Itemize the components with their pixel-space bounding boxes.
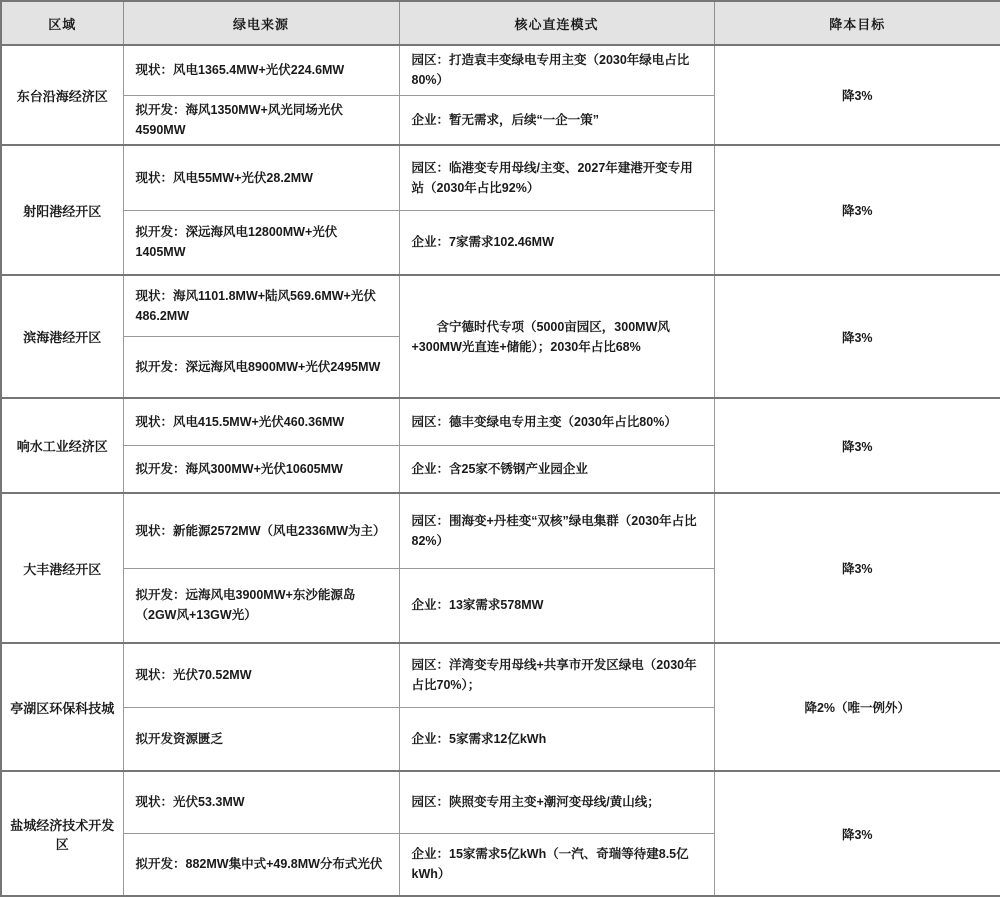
table-row <box>1 145 1000 210</box>
planned-cell: 拟开发：深远海风电8900MW+光伏2495MW <box>123 336 399 398</box>
region-cell: 东台沿海经济区 <box>1 45 123 145</box>
status-cell: 现状：风电55MW+光伏28.2MW <box>123 145 399 210</box>
planned-cell: 拟开发资源匮乏 <box>123 707 399 771</box>
status-cell: 现状：光伏70.52MW <box>123 643 399 707</box>
region-cell: 盐城经济技术开发区 <box>1 771 123 896</box>
header-cell-target: 降本目标 <box>714 1 1000 45</box>
target-cell: 降3% <box>714 145 1000 275</box>
park-cell: 园区：临港变专用母线/主变、2027年建港开变专用站（2030年占比92%） <box>399 145 714 210</box>
table-row <box>1 493 1000 568</box>
header-cell-mode: 核心直连模式 <box>399 1 714 45</box>
table-row <box>1 643 1000 707</box>
region-cell: 滨海港经开区 <box>1 275 123 398</box>
header-cell-source: 绿电来源 <box>123 1 399 45</box>
target-cell: 降3% <box>714 398 1000 493</box>
status-cell: 现状：风电1365.4MW+光伏224.6MW <box>123 45 399 95</box>
target-cell: 降3% <box>714 275 1000 398</box>
status-cell: 现状：新能源2572MW（风电2336MW为主） <box>123 493 399 568</box>
merged-mode-cell: 含宁德时代专项（5000亩园区，300MW风+300MW光直连+储能）；2030年占比68% <box>399 275 714 398</box>
planned-cell: 拟开发：深远海风电12800MW+光伏1405MW <box>123 210 399 275</box>
status-cell: 现状：光伏53.3MW <box>123 771 399 833</box>
region-cell: 亭湖区环保科技城 <box>1 643 123 771</box>
target-cell: 降3% <box>714 45 1000 145</box>
status-cell: 现状：风电415.5MW+光伏460.36MW <box>123 398 399 445</box>
region-cell: 大丰港经开区 <box>1 493 123 643</box>
park-cell: 园区：围海变+丹桂变“双核”绿电集群（2030年占比82%） <box>399 493 714 568</box>
target-cell: 降2%（唯一例外） <box>714 643 1000 771</box>
target-cell: 降3% <box>714 493 1000 643</box>
planned-cell: 拟开发：882MW集中式+49.8MW分布式光伏 <box>123 833 399 896</box>
enterprise-cell: 企业：5家需求12亿kWh <box>399 707 714 771</box>
table-row <box>1 771 1000 833</box>
table-row <box>1 275 1000 336</box>
table-row <box>1 398 1000 445</box>
table-header-row <box>1 1 1000 45</box>
region-cell: 射阳港经开区 <box>1 145 123 275</box>
target-cell: 降3% <box>714 771 1000 896</box>
table-row <box>1 45 1000 95</box>
enterprise-cell: 企业：13家需求578MW <box>399 568 714 643</box>
planned-cell: 拟开发：海风300MW+光伏10605MW <box>123 445 399 493</box>
park-cell: 园区：德丰变绿电专用主变（2030年占比80%） <box>399 398 714 445</box>
planned-cell: 拟开发：海风1350MW+风光同场光伏4590MW <box>123 95 399 145</box>
region-cell: 响水工业经济区 <box>1 398 123 493</box>
enterprise-cell: 企业：暂无需求，后续“一企一策” <box>399 95 714 145</box>
park-cell: 园区：陕照变专用主变+潮河变母线/黄山线； <box>399 771 714 833</box>
park-cell: 园区：洋湾变专用母线+共享市开发区绿电（2030年占比70%）； <box>399 643 714 707</box>
enterprise-cell: 企业：15家需求5亿kWh（一汽、奇瑞等待建8.5亿kWh） <box>399 833 714 896</box>
header-cell-region: 区域 <box>1 1 123 45</box>
enterprise-cell: 企业：7家需求102.46MW <box>399 210 714 275</box>
park-cell: 园区：打造袁丰变绿电专用主变（2030年绿电占比80%） <box>399 45 714 95</box>
enterprise-cell: 企业：含25家不锈钢产业园企业 <box>399 445 714 493</box>
planned-cell: 拟开发：远海风电3900MW+东沙能源岛（2GW风+13GW光） <box>123 568 399 643</box>
status-cell: 现状：海风1101.8MW+陆风569.6MW+光伏486.2MW <box>123 275 399 336</box>
